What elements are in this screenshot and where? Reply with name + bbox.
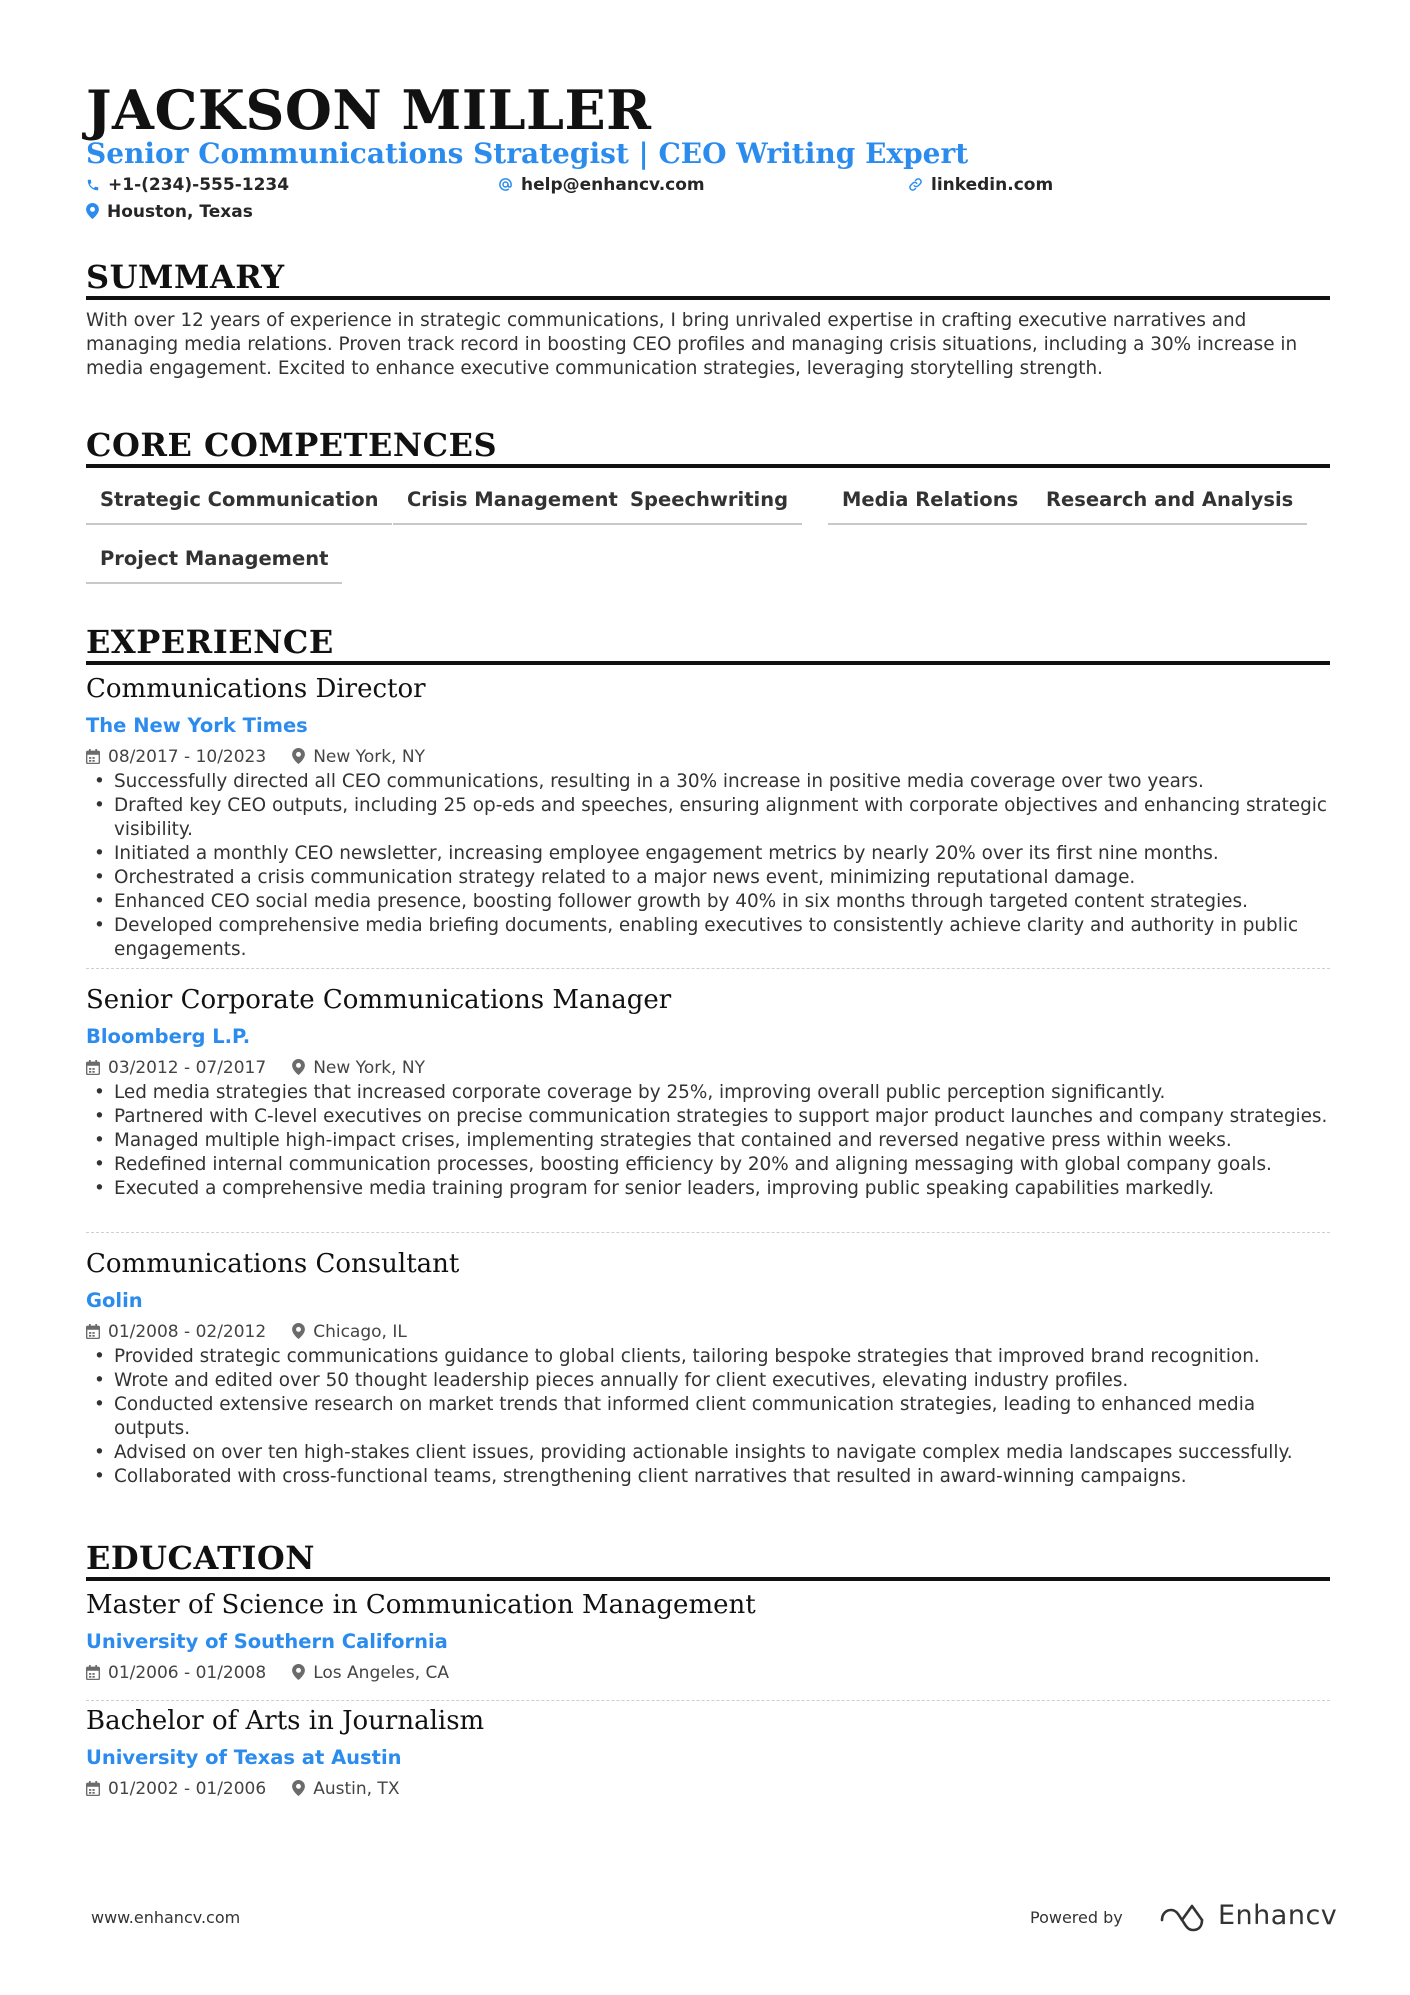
degree-title: Bachelor of Arts in Journalism [86, 1706, 485, 1736]
link-icon [908, 177, 923, 192]
phone-text: +1-(234)-555-1234 [108, 175, 290, 195]
location-pin-icon [292, 1059, 305, 1075]
list-item: • Orchestrated a crisis communication strategy related to a major news event, minimizing reputational damage. [114, 866, 1330, 890]
summary-divider [86, 296, 1330, 300]
education-dates: 01/2002 - 01/2006 [108, 1779, 267, 1799]
competence-tag: Speechwriting [616, 487, 802, 525]
location-pin-icon [292, 1780, 305, 1796]
calendar-icon [86, 1781, 100, 1796]
job-title: Communications Director [86, 674, 426, 704]
job-title: Communications Consultant [86, 1249, 460, 1279]
education-meta [86, 1662, 449, 1684]
education-heading: EDUCATION [86, 1539, 315, 1577]
job-company: Golin [86, 1289, 143, 1312]
list-item: • Initiated a monthly CEO newsletter, increasing employee engagement metrics by nearly 20% over its first nine months. [114, 842, 1330, 866]
job-bullets [86, 1081, 1330, 1201]
job-location: Chicago, IL [313, 1322, 407, 1342]
degree-title: Master of Science in Communication Management [86, 1590, 756, 1620]
list-item: • Enhanced CEO social media presence, boosting follower growth by 40% in six months through targeted content strategies. [114, 890, 1330, 914]
list-item: • Successfully directed all CEO communications, resulting in a 30% increase in positive media coverage over two years. [114, 770, 1330, 794]
enhancv-logo-icon [1158, 1896, 1206, 1936]
competence-tag: Project Management [86, 546, 342, 584]
job-title: Senior Corporate Communications Manager [86, 985, 672, 1015]
footer-website[interactable]: www.enhancv.com [91, 1908, 241, 1927]
list-item: • Partnered with C-level executives on precise communication strategies to support major product launches and company strategies. [114, 1105, 1330, 1129]
education-meta [86, 1778, 399, 1800]
location-pin-icon [292, 1323, 305, 1339]
competences-divider [86, 464, 1330, 468]
location-text: Houston, Texas [107, 202, 253, 222]
location-pin-icon [292, 1664, 305, 1680]
list-item: • Conducted extensive research on market trends that informed client communication strategies, leading to enhanced media outputs. [114, 1393, 1330, 1441]
job-meta [86, 1321, 407, 1343]
location-pin-icon [292, 748, 305, 764]
linkedin-text: linkedin.com [931, 175, 1054, 195]
entry-separator [86, 968, 1330, 969]
education-location: Los Angeles, CA [313, 1663, 450, 1683]
job-bullets [86, 1345, 1330, 1489]
job-meta [86, 746, 425, 768]
job-dates: 03/2012 - 07/2017 [108, 1058, 267, 1078]
education-location: Austin, TX [313, 1779, 400, 1799]
job-location: New York, NY [313, 1058, 425, 1078]
job-company: The New York Times [86, 714, 308, 737]
email-text: help@enhancv.com [521, 175, 705, 195]
list-item: • Developed comprehensive media briefing documents, enabling executives to consistently achieve clarity and authority in public engagements. [114, 914, 1330, 962]
education-dates: 01/2006 - 01/2008 [108, 1663, 267, 1683]
list-item: • Redefined internal communication processes, boosting efficiency by 20% and aligning messaging with global company goals. [114, 1153, 1330, 1177]
competence-tag: Strategic Communication [86, 487, 392, 525]
job-bullets [86, 770, 1330, 962]
experience-heading: EXPERIENCE [86, 623, 334, 661]
calendar-icon [86, 1060, 100, 1075]
list-item: • Advised on over ten high-stakes client issues, providing actionable insights to navigate complex media landscapes successfully. [114, 1441, 1330, 1465]
location-pin-icon [86, 203, 99, 219]
job-company: Bloomberg L.P. [86, 1025, 251, 1048]
competence-tag: Crisis Management [393, 487, 632, 525]
candidate-name: JACKSON MILLER [86, 78, 652, 142]
competence-tag: Media Relations [828, 487, 1032, 525]
experience-divider [86, 661, 1330, 665]
summary-heading: SUMMARY [86, 258, 285, 296]
job-dates: 08/2017 - 10/2023 [108, 747, 267, 767]
list-item: • Led media strategies that increased corporate coverage by 25%, improving overall public perception significantly. [114, 1081, 1330, 1105]
entry-separator [86, 1700, 1330, 1701]
school-name: University of Texas at Austin [86, 1746, 402, 1769]
job-location: New York, NY [313, 747, 425, 767]
powered-by-label: Powered by [1030, 1908, 1123, 1927]
brand-name: Enhancv [1218, 1900, 1338, 1931]
candidate-headline: Senior Communications Strategist | CEO Writing Expert [86, 137, 969, 170]
entry-separator [86, 1232, 1330, 1233]
contact-email[interactable] [498, 174, 705, 196]
at-icon [498, 177, 513, 192]
contact-location [86, 201, 253, 223]
competence-tag: Research and Analysis [1032, 487, 1307, 525]
phone-icon [86, 178, 100, 192]
contact-phone [86, 174, 289, 196]
school-name: University of Southern California [86, 1630, 448, 1653]
list-item: • Managed multiple high-impact crises, implementing strategies that contained and reversed negative press within weeks. [114, 1129, 1330, 1153]
summary-text: With over 12 years of experience in strategic communications, I bring unrivaled expertise in crafting executive narratives and managing media relations. Proven track record in boosting CEO profiles and managing crisis situations, including a 30% increase in media engagement. Excited to enhance executive communication strategies, leveraging storytelling strength. [86, 310, 1298, 379]
list-item: • Provided strategic communications guidance to global clients, tailoring bespoke strategies that improved brand recognition. [114, 1345, 1330, 1369]
competences-heading: CORE COMPETENCES [86, 426, 498, 464]
job-dates: 01/2008 - 02/2012 [108, 1322, 267, 1342]
calendar-icon [86, 749, 100, 764]
list-item: • Wrote and edited over 50 thought leadership pieces annually for client executives, elevating industry profiles. [114, 1369, 1330, 1393]
job-meta [86, 1057, 425, 1079]
contact-linkedin[interactable] [908, 174, 1053, 196]
list-item: • Drafted key CEO outputs, including 25 op-eds and speeches, ensuring alignment with corporate objectives and enhancing strategic visibility. [114, 794, 1330, 842]
list-item: • Collaborated with cross-functional teams, strengthening client narratives that resulted in award-winning campaigns. [114, 1465, 1330, 1489]
calendar-icon [86, 1324, 100, 1339]
calendar-icon [86, 1665, 100, 1680]
education-divider [86, 1577, 1330, 1581]
list-item: • Executed a comprehensive media training program for senior leaders, improving public speaking capabilities markedly. [114, 1177, 1330, 1201]
